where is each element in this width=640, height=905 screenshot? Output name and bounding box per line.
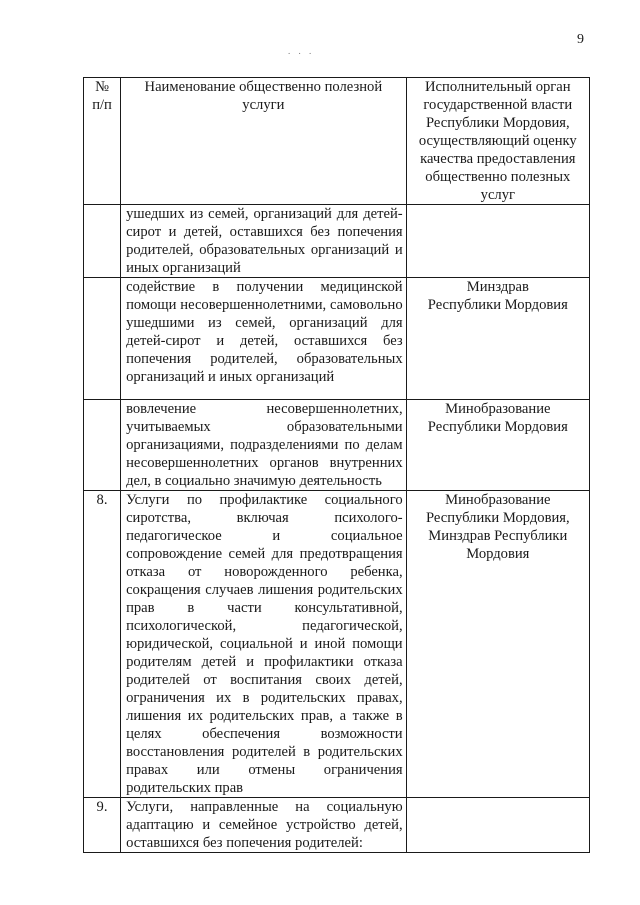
table-row bbox=[84, 278, 590, 400]
row-service-name: Услуги, направленные на социальную адаптацию и семейное устройство детей, оставшихся без попечения родителей: bbox=[121, 798, 407, 853]
row-executive-body: Минздрав Республики Мордовия bbox=[406, 278, 589, 400]
row-number bbox=[84, 278, 121, 400]
row-number bbox=[84, 205, 121, 278]
table-row bbox=[84, 798, 590, 853]
row-service-name: ушедших из семей, организаций для детей-сирот и детей, оставшихся без попечения родителей, образовательных организаций и иных организаций bbox=[121, 205, 407, 278]
row-number: 8. bbox=[84, 491, 121, 798]
row-number bbox=[84, 400, 121, 491]
row-service-name: вовлечение несовершеннолетних, учитываемых образовательными организациями, подразделениями по делам несовершеннолетних органов внутренних дел, в социально значимую деятельность bbox=[121, 400, 407, 491]
row-service-name: содействие в получении медицинской помощи несовершеннолетними, самовольно ушедшими из семей, организаций для детей-сирот и детей, оставшихся без попечения родителей, образовательных организаций и иных организаций bbox=[121, 278, 407, 400]
header-service-name: Наименование общественно полезной услуги bbox=[121, 78, 407, 205]
row-service-name: Услуги по профилактике социального сиротства, включая психолого-педагогическое и социальное сопровождение семей для предотвращения отказа от новорожденного ребенка, сокращения случаев лишения родительских прав в части консультативной, психологической, педагогической, юридической, социальной и иной помощи родителям детей и профилактики отказа родителей от воспитания своих детей, ограничения их в родительских правах, лишения их родительских прав, а также в целях обеспечения возможности восстановления родителей в родительских правах или отмены ограничения родительских прав bbox=[121, 491, 407, 798]
row-executive-body: Минобразование Республики Мордовия bbox=[406, 400, 589, 491]
row-executive-body bbox=[406, 205, 589, 278]
scan-artifact: . . . bbox=[288, 46, 315, 56]
header-executive-body: Исполнительный орган государственной власти Республики Мордовия, осуществляющий оценку качества предоставления общественно полезных услуг bbox=[406, 78, 589, 205]
row-executive-body bbox=[406, 798, 589, 853]
services-table bbox=[83, 77, 590, 853]
row-executive-body: Минобразование Республики Мордовия, Минздрав Республики Мордовия bbox=[406, 491, 589, 798]
page-number: 9 bbox=[577, 32, 584, 47]
table-row bbox=[84, 205, 590, 278]
table-row bbox=[84, 491, 590, 798]
header-number: № п/п bbox=[84, 78, 121, 205]
table-row bbox=[84, 400, 590, 491]
table-header-row bbox=[84, 78, 590, 205]
row-number: 9. bbox=[84, 798, 121, 853]
